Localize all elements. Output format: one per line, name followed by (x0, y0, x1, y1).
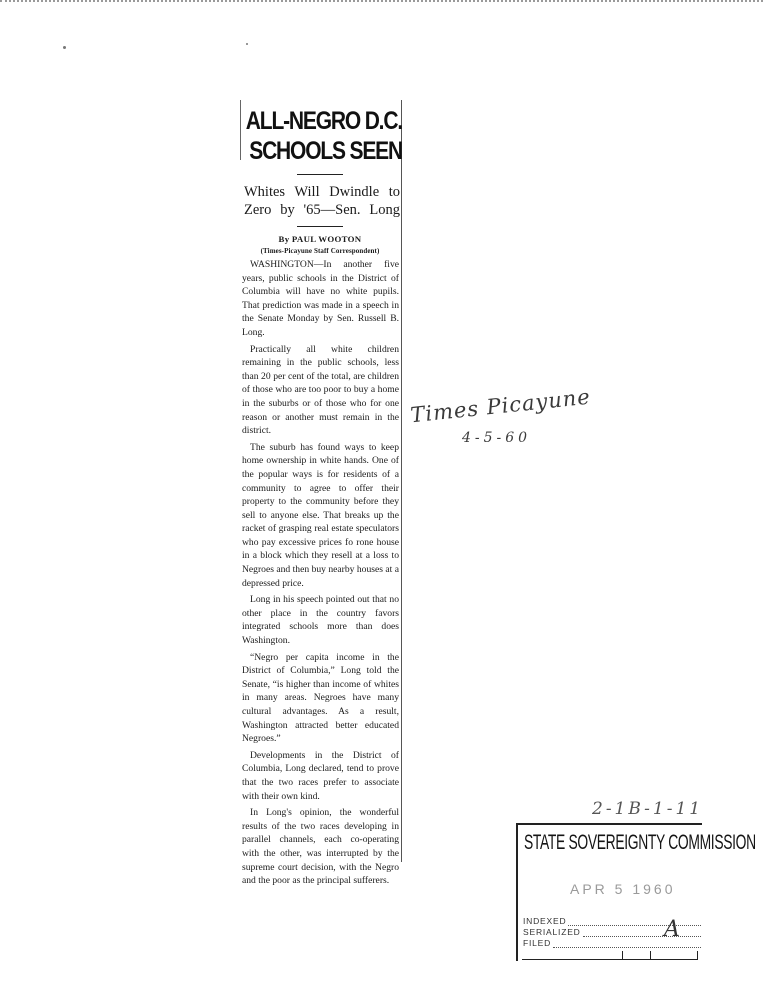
stamp-row-label: FILED (523, 938, 552, 948)
scan-speck (246, 43, 248, 45)
article-body (242, 258, 399, 888)
stamp-row-label: SERIALIZED (523, 927, 581, 937)
handwritten-date: 4-5-60 (462, 430, 532, 446)
newspaper-clipping (238, 100, 402, 887)
correspondent-credit: (Times-Picayune Staff Correspondent) (260, 247, 380, 255)
article-paragraph: In Long's opinion, the wonderful results of the two races developing in parallel channels, each co-operating with the other, was interrupted by the supreme court decision, with the Negro and the poor as the principal sufferers. (242, 807, 399, 887)
article-paragraph: Developments in the District of Columbia, Long declared, tend to prove that the two races prefer to associate with their own kind. (242, 749, 399, 802)
stamp-dotted-line (568, 919, 701, 926)
article-paragraph: The suburb has found ways to keep home ownership in white hands. One of the popular ways is for residents of a community to agree to offer their property to the community before they sell to anyone else. That breaks up the racket of grasping real estate speculators who pay excessive prices fo rone house in a block which they resell at a loss to Negroes and then buy nearby houses at a depressed price. (242, 441, 399, 589)
stamp-tick (697, 951, 698, 959)
headline-line-2: SCHOOLS SEEN (249, 137, 402, 165)
headline-rule (297, 174, 343, 175)
stamp-tick (650, 951, 651, 959)
handwritten-file-number: 2-1B-1-11 (592, 799, 704, 819)
stamp-date: APR 5 1960 (570, 881, 676, 897)
deck-rule (297, 226, 343, 227)
scan-speck (63, 46, 66, 49)
article-paragraph: WASHINGTON—In another five years, public schools in the District of Columbia will have no white pupils. That prediction was made in a speech in the Senate Monday by Sen. Russell B. Long. (242, 259, 399, 338)
headline (242, 106, 402, 166)
byline: By PAUL WOOTON (278, 234, 362, 244)
stamp-dotted-line (553, 941, 701, 948)
handwritten-source-note: Times Picayune (409, 384, 592, 428)
stamp-tick (622, 951, 623, 959)
article-paragraph: Practically all white children remaining in the public schools, less than 20 per cent of the total, are children of those who are too poor to buy a home in the suburbs or of those who for one reason or another must remain in the district. (242, 343, 399, 437)
stamp-bottom-line (522, 951, 698, 960)
article-paragraph: “Negro per capita income in the District of Columbia,” Long told the Senate, “is higher than income of whites in many areas. Negroes have many cultural advantages. As a result, Washington attracted better educated Negroes.” (242, 651, 399, 745)
article-paragraph: Long in his speech pointed out that no other place in the country favors integrated schools more than does Washington. (242, 594, 399, 647)
stamp-title: STATE SOVEREIGNTY COMMISSION (524, 831, 756, 854)
stamp-row-label: INDEXED (523, 916, 567, 926)
headline-line-1: ALL-NEGRO D.C. (245, 107, 402, 135)
stamp-dotted-line (583, 930, 701, 937)
subheadline: Whites Will Dwindle to Zero by '65—Sen. Long (244, 184, 400, 218)
handwritten-initials: A (664, 917, 680, 942)
top-border-dots (0, 0, 763, 6)
